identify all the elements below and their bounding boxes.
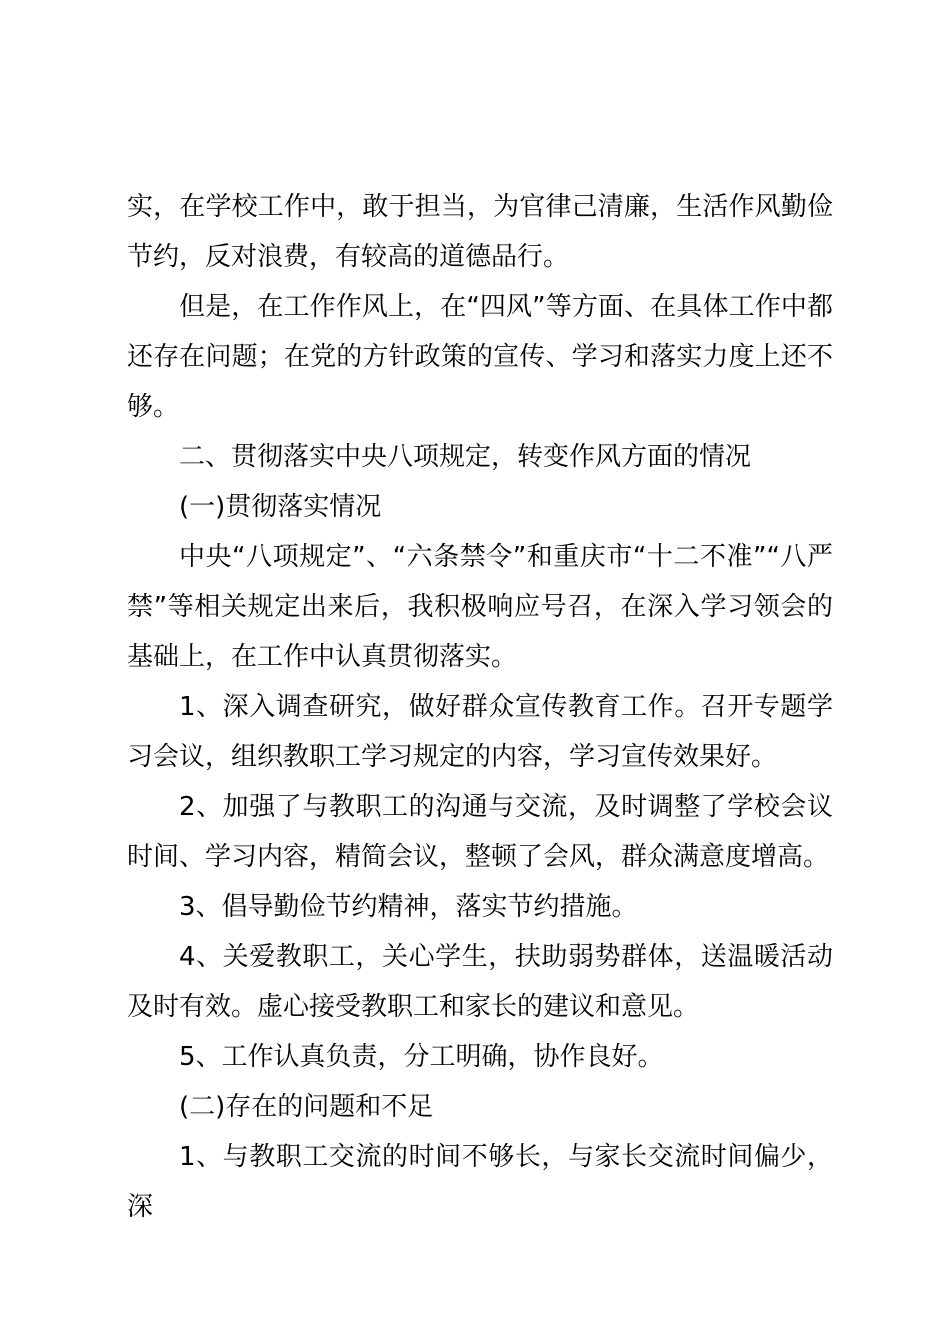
document-body xyxy=(127,182,833,1232)
list-item-5: 5、工作认真负责，分工明确，协作良好。 xyxy=(179,1042,664,1072)
paragraph-3: 中央“八项规定”、“六条禁令”和重庆市“十二不准”“八严禁”等相关规定出来后，我积极响应号召，在深入学习领会的基础上，在工作中认真贯彻落实。 xyxy=(127,542,833,672)
subsection-heading-1: (一)贯彻落实情况 xyxy=(179,492,382,522)
list-item-4: 4、关爱教职工，关心学生，扶助弱势群体，送温暖活动及时有效。虚心接受教职工和家长的建议和意见。 xyxy=(127,942,833,1022)
list-item-3: 3、倡导勤俭节约精神，落实节约措施。 xyxy=(179,892,638,922)
list-item-2: 2、加强了与教职工的沟通与交流，及时调整了学校会议时间、学习内容，精简会议，整顿了会风，群众满意度增高。 xyxy=(127,792,833,872)
paragraph-1: 实，在学校工作中，敢于担当，为官律己清廉，生活作风勤俭节约，反对浪费，有较高的道德品行。 xyxy=(127,192,833,272)
subsection-heading-2: (二)存在的问题和不足 xyxy=(179,1092,434,1122)
list-item-1: 1、深入调查研究，做好群众宣传教育工作。召开专题学习会议，组织教职工学习规定的内容，学习宣传效果好。 xyxy=(127,692,833,772)
section-heading-2: 二、贯彻落实中央八项规定，转变作风方面的情况 xyxy=(179,442,752,472)
paragraph-2: 但是，在工作作风上，在“四风”等方面、在具体工作中都还存在问题；在党的方针政策的宣传、学习和落实力度上还不够。 xyxy=(127,292,833,422)
list-item-6: 1、与教职工交流的时间不够长，与家长交流时间偏少，深 xyxy=(127,1142,833,1222)
